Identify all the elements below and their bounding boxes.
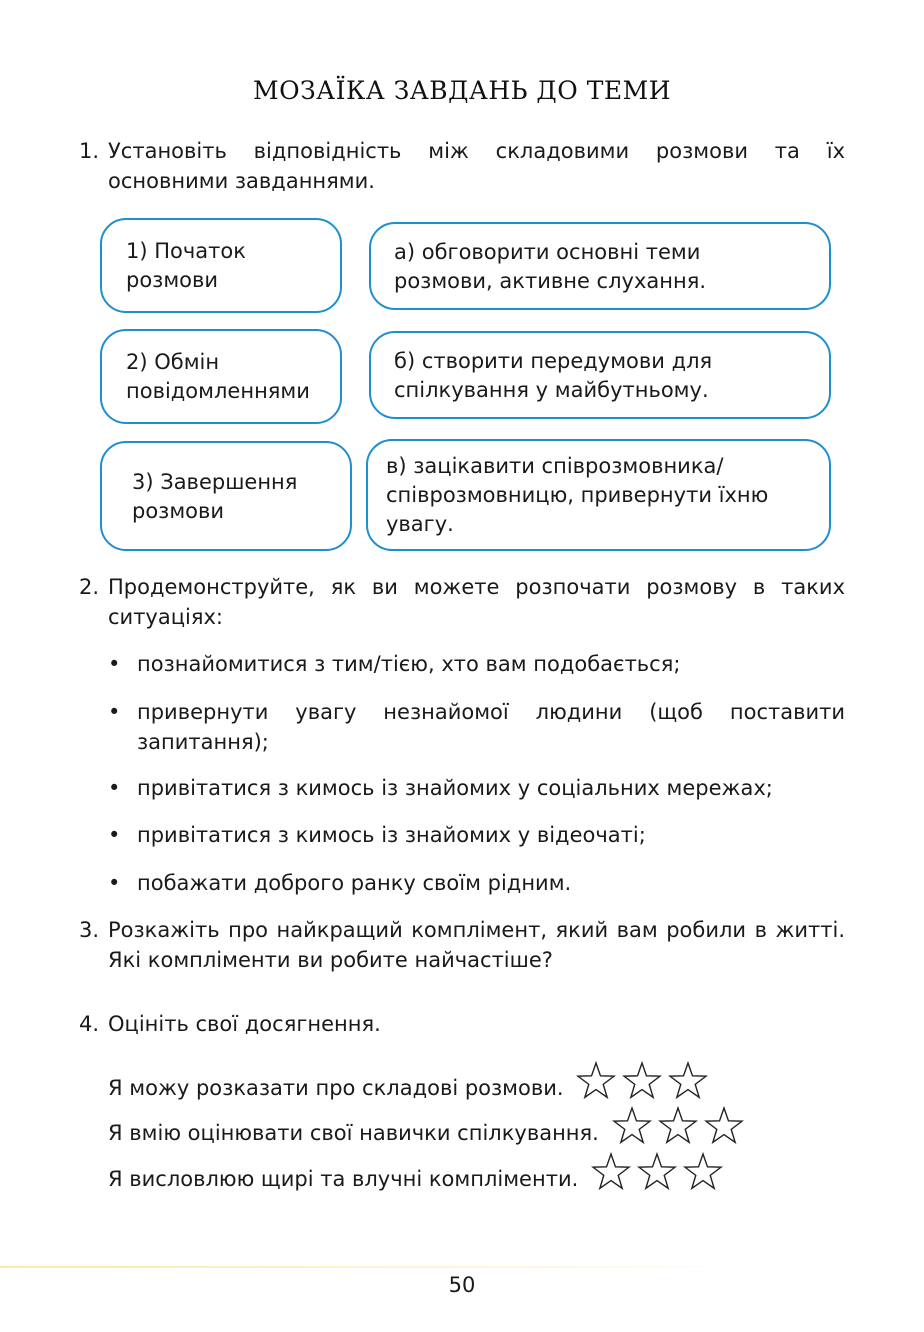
box-line: розмови, активне слухання. <box>394 269 707 293</box>
list-item-text: привітатися з кимось із знайомих у соціальних мережах; <box>137 776 773 800</box>
list-item-text: побажати доброго ранку своїм рідним. <box>137 871 572 895</box>
match-box-right-a[interactable] <box>369 222 831 310</box>
page-number: 50 <box>448 1273 476 1297</box>
star-outline-icon[interactable] <box>658 1106 698 1146</box>
self-assessment-text: Я можу розказати про складові розмови. <box>108 1076 564 1100</box>
star-outline-icon[interactable] <box>622 1061 662 1101</box>
star-outline-icon[interactable] <box>668 1061 708 1101</box>
star-rating[interactable] <box>612 1106 750 1154</box>
footer-divider <box>0 1266 760 1268</box>
match-box-left-2[interactable] <box>100 329 342 424</box>
box-line: спілкування у майбутньому. <box>394 378 709 402</box>
box-line: розмови <box>132 499 225 523</box>
task-number: 3. <box>79 918 100 942</box>
box-line: б) створити передумови для <box>394 349 713 373</box>
box-line: в) зацікавити співрозмовника/ <box>386 454 724 478</box>
star-outline-icon[interactable] <box>637 1152 677 1192</box>
star-rating[interactable] <box>576 1061 714 1109</box>
box-line: 1) Початок <box>126 239 246 263</box>
self-assessment-row <box>108 1061 714 1109</box>
box-line: розмови <box>126 268 219 292</box>
star-outline-icon[interactable] <box>612 1106 652 1146</box>
self-assessment-text: Я вмію оцінювати свої навички спілкування. <box>108 1121 599 1145</box>
list-item-text: привернути увагу незнайомої людини (щоб поставити запитання); <box>137 700 845 754</box>
list-item <box>108 773 845 803</box>
task-4 <box>79 1009 845 1039</box>
box-line: а) обговорити основні теми <box>394 240 701 264</box>
box-line: повідомленнями <box>126 379 310 403</box>
task-1 <box>79 136 845 196</box>
task-number: 1. <box>79 139 100 163</box>
task-text: Продемонструйте, як ви можете розпочати розмову в таких ситуаціях: <box>108 575 845 629</box>
task-number: 2. <box>79 575 100 599</box>
task-3 <box>79 915 845 975</box>
task-text: Розкажіть про найкращий комплімент, який вам робили в житті. Які компліменти ви робите найчастіше? <box>108 918 845 972</box>
box-line: співрозмовницю, привернути їхню <box>386 483 769 507</box>
bullet-icon: • <box>108 823 121 847</box>
page-title: МОЗАЇКА ЗАВДАНЬ ДО ТЕМИ <box>252 76 672 105</box>
list-item <box>108 697 845 757</box>
match-box-left-3[interactable] <box>100 441 352 551</box>
task-text: Оцініть свої досягнення. <box>108 1012 381 1036</box>
bullet-icon: • <box>108 700 121 724</box>
bullet-icon: • <box>108 652 121 676</box>
star-outline-icon[interactable] <box>576 1061 616 1101</box>
box-line: 3) Завершення <box>132 470 298 494</box>
bullet-icon: • <box>108 871 121 895</box>
box-line: увагу. <box>386 512 454 536</box>
list-item <box>108 868 845 898</box>
task-text: Установіть відповідність між складовими розмови та їх основними завданнями. <box>108 139 845 193</box>
list-item <box>108 649 845 679</box>
box-line: 2) Обмін <box>126 350 220 374</box>
self-assessment-row <box>108 1152 729 1200</box>
star-outline-icon[interactable] <box>683 1152 723 1192</box>
match-box-right-c[interactable] <box>366 439 831 551</box>
list-item-text: познайомитися з тим/тією, хто вам подобається; <box>137 652 681 676</box>
star-outline-icon[interactable] <box>704 1106 744 1146</box>
bullet-icon: • <box>108 776 121 800</box>
task-2 <box>79 572 845 632</box>
task-number: 4. <box>79 1012 100 1036</box>
self-assessment-text: Я висловлюю щирі та влучні компліменти. <box>108 1167 579 1191</box>
list-item-text: привітатися з кимось із знайомих у відеочаті; <box>137 823 646 847</box>
match-box-right-b[interactable] <box>369 331 831 419</box>
match-box-left-1[interactable] <box>100 218 342 313</box>
self-assessment-row <box>108 1106 750 1154</box>
star-outline-icon[interactable] <box>591 1152 631 1192</box>
list-item <box>108 820 845 850</box>
star-rating[interactable] <box>591 1152 729 1200</box>
